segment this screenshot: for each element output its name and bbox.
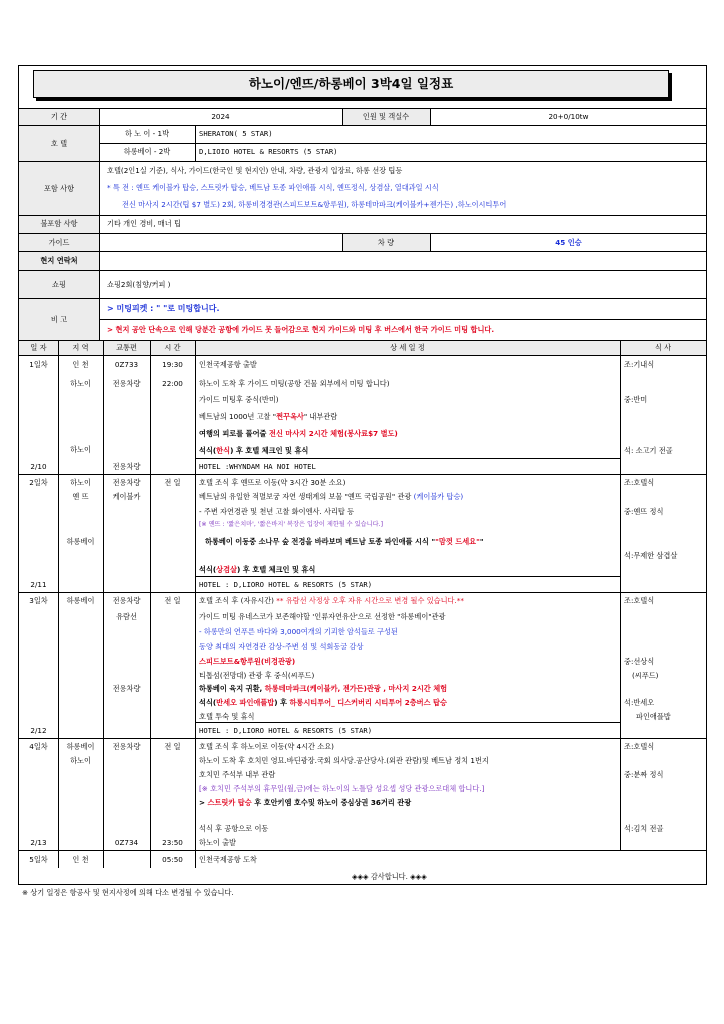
- day4-transport: 0Z734: [114, 838, 139, 847]
- vehicle-value: 45 인승: [555, 238, 582, 247]
- day4-line: 하노이 도착 후 호치민 영묘.바딘광장.국회 의사당.공산당사.(외관 관람)및 베트남 정치 1번지: [199, 756, 489, 765]
- day2-meal: 조:호텔식: [624, 478, 655, 487]
- day1-line: 하노이 도착 후 가이드 미팅(공항 건물 외부에서 미팅 합니다): [199, 379, 390, 388]
- day1-transport: 전용차량: [112, 379, 141, 388]
- day1-region: 하노이: [70, 379, 91, 388]
- day3-line: 스피드보트&항루원(비경관광): [199, 657, 296, 666]
- remarks-line-2: > 현지 공안 단속으로 인해 당분간 공항에 가이드 못 들어감으로 현지 가이드와 미팅 후 버스에서 한국 가이드 미팅 합니다.: [107, 325, 495, 334]
- day4-line: 호텔 조식 후 하노이로 이동(약 4시간 소요): [199, 742, 334, 751]
- day4-date: 2/13: [30, 838, 47, 847]
- pax-value: 20+0/10tw: [548, 112, 589, 121]
- day2-line: 베트남의 유일한 적멸보궁 자연 생태계의 보물 "옌뜨 국립공원" 관광 (케이블카 탑승): [199, 492, 464, 501]
- page-title: 하노이/엔뜨/하롱베이 3박4일 일정표: [33, 70, 669, 98]
- hotel-city-2: 하롱베이 - 2박: [123, 147, 171, 156]
- day4-region: 하노이: [70, 756, 91, 765]
- day2-line: 호텔 조식 후 옌뜨로 이동(약 3시간 30분 소요): [199, 478, 346, 487]
- included-line-1: 호텔(2인1실 기준), 식사, 가이드(한국인 및 현지인) 안내, 차량, 관광지 입장료, 하롱 선장 팁등: [107, 166, 403, 175]
- day3-line: 호텔 투숙 및 휴식: [199, 712, 255, 721]
- day3-day: 3일차: [29, 596, 48, 605]
- col-time: 시 간: [164, 343, 181, 352]
- day5-time: 05:50: [162, 855, 183, 864]
- day4-meal: 조:호텔식: [624, 742, 655, 751]
- day4-line: 하노이 출발: [199, 838, 237, 847]
- day4-meal: 중:분짜 정식: [624, 770, 664, 779]
- col-meals: 식 사: [654, 343, 672, 352]
- day3-line: 가이드 미팅 유네스코가 보존해야할 '인류자연유산'으로 선정한 "하롱베이"관광: [199, 612, 446, 621]
- day2-meal: 중:옌뜨 정식: [624, 507, 664, 516]
- day1-meal: 조:기내식: [624, 360, 655, 369]
- day3-line: - 하롱만의 연푸른 바다와 3,000여개의 기괴한 암석들로 구성된: [199, 627, 398, 636]
- day2-line: - 주변 자연경관 및 천년 고찰 화이엔사. 사리탑 등: [199, 507, 355, 516]
- day3-transport: 전용차량: [112, 684, 141, 693]
- period-label: 기 간: [50, 112, 68, 121]
- day1-time: 22:00: [162, 379, 183, 388]
- day2-region: 하롱베이: [66, 537, 95, 546]
- day2-transport: 전용차량: [112, 478, 141, 487]
- day1-day: 1일차: [29, 360, 48, 369]
- day1-region: 하노이: [70, 445, 91, 454]
- day4-line: 호치민 주석부 내부 관람: [199, 770, 276, 779]
- day2-line: 석식(상겸살) 후 호텔 체크인 및 휴식: [199, 565, 316, 574]
- day4-line: [※ 호치민 주석부의 휴무일(월,금)에는 하노이의 노틀담 성요셉 성당 관광으로대체 합니다.]: [199, 784, 485, 793]
- guide-label: 가이드: [48, 238, 70, 247]
- day4-transport: 전용차량: [112, 742, 141, 751]
- col-day: 일 자: [30, 343, 47, 352]
- shopping-value: 쇼핑2회(침향/커피 ): [107, 280, 171, 289]
- vehicle-label: 차 량: [377, 238, 395, 247]
- day3-meal: 중:선상식: [624, 657, 655, 666]
- period-value: 2024: [211, 112, 230, 121]
- day1-transport: 0Z733: [114, 360, 139, 369]
- included-line-3: 전신 마사지 2시간(팁 $7 별도) 2회, 하롱비경경관(스피드보트&항루원), 하롱테마파크(케이블카+젠가든) ,하노이시티투어: [122, 200, 507, 209]
- day5-line: 인천국제공항 도착: [199, 855, 257, 864]
- excluded-label: 불포함 사항: [40, 219, 78, 228]
- day3-meal: 석:반세오: [624, 698, 655, 707]
- day3-hotel: HOTEL : D,LIORO HOTEL & RESORTS (5 STAR): [199, 726, 373, 735]
- day1-line: 베트남의 1000년 고찰 "쩐꾸옥사" 내부관람: [199, 412, 338, 421]
- hotel-name-2: D,LIOIO HOTEL & RESORTS (5 STAR): [199, 147, 338, 156]
- day4-meal: 석:김치 전골: [624, 824, 664, 833]
- day4-day: 4일차: [29, 742, 48, 751]
- day2-region: 하노이: [70, 478, 91, 487]
- day1-hotel: HOTEL :WHYNDAM HA NOI HOTEL: [199, 462, 316, 471]
- day3-meal: 파인애플밥: [636, 712, 671, 721]
- day2-date: 2/11: [30, 580, 47, 589]
- hotel-name-1: SHERATON( 5 STAR): [199, 129, 273, 138]
- remarks-label: 비 고: [50, 315, 68, 324]
- day3-line: 석식(반세오 파인애플밥) 후 하롱시티투어_ 디스커버리 시티투어 2층버스 탑승: [199, 698, 447, 707]
- shopping-label: 쇼핑: [52, 280, 66, 289]
- day3-date: 2/12: [30, 726, 47, 735]
- day3-line: 하롱베이 육지 귀환, 하롱테마파크(케이블카, 젠가든)관광 , 마사지 2시간 체험: [199, 684, 448, 693]
- excluded-value: 기타 개인 경비, 매너 팁: [107, 219, 181, 228]
- day2-line: 하롱베이 이동중 소나무 숲 전경을 바라보며 베트남 토종 파인애플 시식 ""맘껏 드세요"": [205, 537, 484, 546]
- hotel-label: 호 텔: [50, 139, 68, 148]
- day2-meal: 석:무제한 삼겹살: [624, 551, 678, 560]
- day1-meal: 중:반미: [624, 395, 648, 404]
- day3-region: 하롱베이: [66, 596, 95, 605]
- included-label: 포함 사항: [43, 184, 75, 193]
- day1-line: 인천국제공항 출발: [199, 360, 257, 369]
- day4-line: > 스트릿카 탑승 후 호안키엠 호수및 하노이 중심상권 36거리 관광: [199, 798, 412, 807]
- hotel-city-1: 하 노 이 - 1박: [124, 129, 170, 138]
- day3-line: 호텔 조식 후 (자유시간) ** 유람선 사정상 오후 자유 시간으로 변경 될수 있습니다.**: [199, 596, 464, 605]
- day2-line: [※ 옌뜨 : '짧은치마', '짧은바지' 복장은 입장이 제한될 수 있습니다.]: [199, 521, 383, 528]
- day3-transport: 전용차량: [112, 596, 141, 605]
- day3-line: 티톱섬(전망대) 관광 후 중식(씨푸드): [199, 671, 315, 680]
- day2-day: 2일차: [29, 478, 48, 487]
- day3-line: 동양 최대의 자연경관 감상-주변 섬 및 석회동굴 감상: [199, 642, 364, 651]
- day1-line: 석식(한식) 후 호텔 체크인 및 휴식: [199, 446, 309, 455]
- col-region: 지 역: [72, 343, 89, 352]
- day3-meal: (씨푸드): [632, 671, 659, 680]
- day4-line: 석식 후 공항으로 이동: [199, 824, 269, 833]
- day1-region: 인 천: [72, 360, 89, 369]
- day2-time: 전 일: [164, 478, 181, 487]
- day1-time: 19:30: [162, 360, 183, 369]
- day1-meal: 석: 소고기 전골: [624, 446, 673, 455]
- day4-time: 23:50: [162, 838, 183, 847]
- day3-meal: 조:호텔식: [624, 596, 655, 605]
- day1-line: 가이드 미팅후 중식(반미): [199, 395, 279, 404]
- day1-transport: 전용차량: [112, 462, 141, 471]
- day1-line: 여행의 피로를 풀어줄 전신 마사지 2시간 체험(봉사료$7 별도): [199, 429, 398, 438]
- contact-label: 현지 연락처: [40, 256, 78, 265]
- day3-transport: 유람선: [116, 612, 137, 621]
- day3-time: 전 일: [164, 596, 181, 605]
- col-detail: 상 세 일 정: [390, 343, 425, 352]
- day5-region: 인 천: [72, 855, 89, 864]
- col-transport: 교통편: [116, 343, 137, 352]
- day4-time: 전 일: [164, 742, 181, 751]
- day5-day: 5일차: [29, 855, 48, 864]
- day2-hotel: HOTEL : D,LIORO HOTEL & RESORTS (5 STAR): [199, 580, 373, 589]
- pax-label: 인원 및 객실수: [362, 112, 410, 121]
- day2-transport: 케이블카: [112, 492, 141, 501]
- day2-region: 옌 뜨: [72, 492, 89, 501]
- included-line-2: * 특 전 : 옌뜨 케이블카 탑승, 스트릿카 탑승, 베트남 토종 파인애플 시식, 옌뜨정식, 상겸살, 열대과일 시식: [107, 183, 439, 192]
- day1-date: 2/10: [30, 462, 47, 471]
- footnote: ※ 상기 일정은 항공사 및 현지사정에 의해 다소 변경될 수 있습니다.: [22, 888, 234, 897]
- day4-region: 하롱베이: [66, 742, 95, 751]
- remarks-line-1: > 미팅피켓 : " "로 미팅합니다.: [107, 304, 220, 313]
- thanks-text: ◈◈◈ 감사합니다. ◈◈◈: [352, 872, 427, 881]
